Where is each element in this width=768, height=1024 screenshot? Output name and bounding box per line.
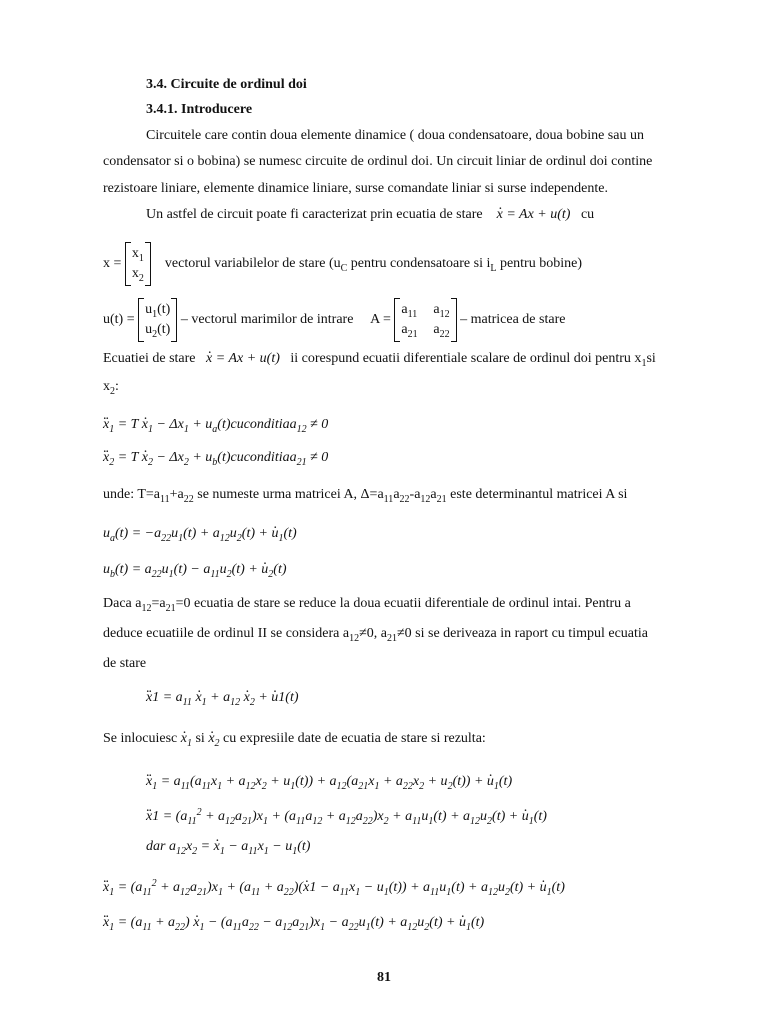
paragraph-3-c: si	[646, 351, 656, 366]
paragraph-4-line-2: deduce ecuatiile de ordinul II se considera $a_{12}\ne 0$, $a_{21}\ne 0$ si se deriveaza in raport cu timpul ecuatia	[103, 626, 648, 644]
subsection-heading	[146, 101, 252, 119]
equation-1: .. $x_1 = T$ . $x_1 - \Delta x_1$ + $u_a(t)cuconditiaa_{12} \ne 0$	[103, 416, 328, 434]
paragraph-2-lead: Un astfel de circuit poate fi caracterizat prin ecuatia de stare	[146, 207, 483, 222]
matrix-a: $a_{11}$ $a_{12}$ $a_{21}$ $a_{22}$	[394, 300, 456, 340]
paragraph-3-cont: $x_2$:	[103, 379, 119, 397]
paragraph-2	[146, 206, 594, 224]
paragraph-2-tail: cu	[580, 207, 595, 222]
paragraph-1-line-3: rezistoare liniare, elemente dinamice liniare, surse comandate liniar si surse independente.	[103, 181, 608, 196]
state-vector-lhs: x =	[103, 256, 122, 272]
paragraph-3: Ecuatiei de stare . x = Ax + u(t) ii corespund ecuatii diferentiale scalare de ordinul doi pentru $x_1si$	[103, 350, 656, 368]
paragraph-3-d: x	[103, 379, 110, 394]
paragraph-5-c: cu expresiile date de ecuatia de stare si rezulta:	[223, 731, 486, 746]
equation-ub: $u_b(t) = a_{22}u_1(t) - a_{11}u_2(t)$ + . $u_2(t)$	[103, 561, 287, 579]
paragraph-1-line-2: condensator si o bobina) se numesc circuite de ordinul doi. Un circuit liniar de ordinul doi contine	[103, 154, 653, 169]
paragraph-4-line-3: de stare	[103, 656, 147, 671]
input-vector-lhs: u(t) =	[103, 312, 135, 328]
equation-2: .. $x_2 = T$ . $x_2 - \Delta x_2$ + $u_b(t)cuconditiaa_{21} \ne 0$	[103, 449, 328, 467]
trace-determinant-definition: unde: $T=a_{11}+a_{22}$ se numeste urma matricei A, $\Delta=a_{11}a_{22}-a_{12}a_{21}$ este determinantul matricei A si	[103, 487, 628, 505]
matrix-a-desc: – matricea de stare	[460, 312, 566, 328]
equation-ua: $u_a(t) = -a_{22}u_1(t) + a_{12}u_2(t)$ + . $u_1(t)$	[103, 525, 297, 543]
state-equation-inline: . x = Ax + u(t)	[497, 207, 571, 222]
state-vector-desc-a: vectorul variabilelor de stare (u	[164, 256, 341, 272]
state-vector-sub-l: L	[490, 263, 497, 275]
page-number: 81	[377, 970, 391, 985]
state-equation-inline-2: . x = Ax + u(t)	[206, 351, 280, 366]
state-vector-desc-c: pentru bobine)	[499, 256, 582, 272]
equation-4: .. $x_1 = a_{11}(a_{11}x_1 + a_{12}x_2 + u_1(t)) + a_{12}(a_{21}x_1 + a_{22}x_2 + u_2(t))$ + . $u_1(t)$	[146, 773, 512, 791]
input-vector-definition	[103, 300, 565, 340]
paragraph-3-e: :	[115, 379, 119, 394]
paragraph-3-a: Ecuatiei de stare	[103, 351, 196, 366]
paragraph-5-a: Se inlocuiesc	[103, 731, 178, 746]
input-vector-matrix: $u_1(t)$ $u_2(t)$	[138, 300, 177, 340]
equation-6: dar $a_{12}x_2$ = . $x_1 - a_{11}x_1 - u_1(t)$	[146, 838, 310, 856]
paragraph-5: Se inlocuiesc . $x_1$ si . $x_2$ cu expresiile date de ecuatia de stare si rezulta:	[103, 730, 486, 748]
state-vector-desc-b: pentru condensatoare si i	[350, 256, 491, 272]
state-vector-definition	[103, 244, 582, 284]
matrix-a-lhs: A =	[370, 312, 391, 328]
subsection-title: Introducere	[181, 102, 253, 117]
state-vector-matrix: $x_1$ $x_2$	[125, 244, 151, 284]
paragraph-4-line-1: Daca $a_{12}=a_{21}=0$ ecuatia de stare se reduce la doua ecuatii diferentiale de ordinul intai. Pentru a	[103, 596, 631, 614]
equation-7: .. $x_1 = (a_{11}^2 + a_{12}a_{21})x_1 + (a_{11} + a_{22})$(. $x1 - a_{11}x_1 - u_1(t)) + a_{11}u_1(t) + a_{12}u_2(t)$ + . $u_1(t)$	[103, 879, 565, 897]
paragraph-5-b: si	[195, 731, 205, 746]
paragraph-1-line-1: Circuitele care contin doua elemente dinamice ( doua condensatoare, doua bobine sau un	[146, 128, 644, 143]
subsection-number: 3.4.1.	[146, 102, 178, 117]
equation-3: .. $x1 = a_{11}$ . $x_1 + a_{12}$ . $x_2$ + . u1(t)	[146, 689, 299, 707]
section-heading	[146, 76, 307, 94]
section-number: 3.4.	[146, 77, 167, 92]
paragraph-3-b: ii corespund ecuatii diferentiale scalare de ordinul doi pentru x	[290, 351, 642, 366]
section-title: Circuite de ordinul doi	[170, 77, 307, 92]
state-vector-sub-c: C	[340, 263, 348, 275]
input-vector-desc: – vectorul marimilor de intrare	[180, 312, 354, 328]
equation-5: .. $x1 = (a_{11}^2 + a_{12}a_{21})x_1 + (a_{11}a_{12} + a_{12}a_{22})x_2 + a_{11}u_1(t) + a_{12}u_2(t)$ + . $u_1(t)$	[146, 808, 547, 826]
equation-8: .. $x_1 = (a_{11} + a_{22})$ . $x_1 - (a_{11}a_{22} - a_{12}a_{21})x_1 - a_{22}u_1(t) + a_{12}u_2(t)$ + . $u_1(t)$	[103, 914, 484, 932]
